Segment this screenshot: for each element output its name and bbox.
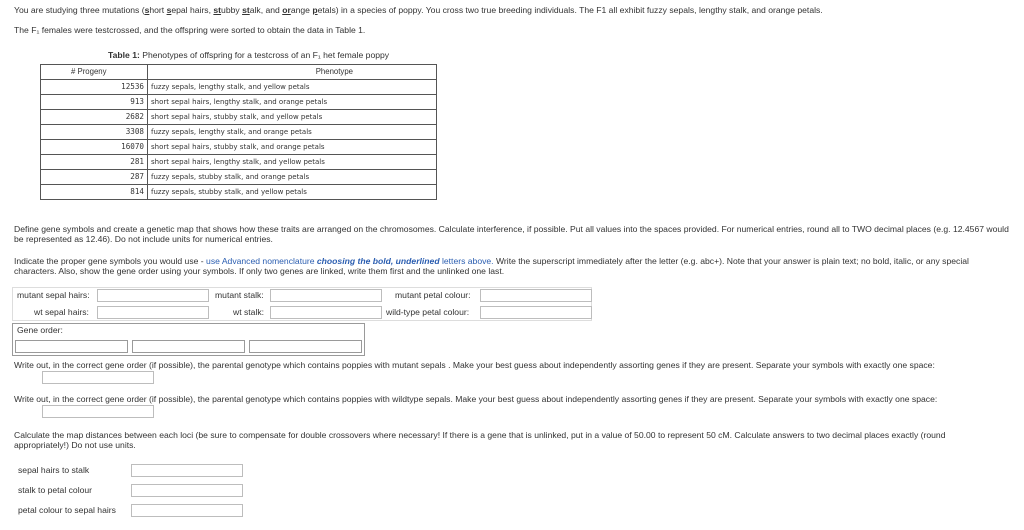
phenotype-cell: short sepal hairs, lengthy stalk, and yellow petals (148, 155, 437, 170)
sepal-stalk-label: sepal hairs to stalk (18, 465, 90, 475)
intro-line-1 (14, 5, 823, 16)
progeny-count: 3308 (41, 125, 148, 140)
petal-sepal-label: petal colour to sepal hairs (18, 505, 116, 515)
intro-text: You are studying three mutations ( (14, 5, 145, 15)
intro-text: epal hairs, (171, 5, 214, 15)
phenotype-cell: short sepal hairs, lengthy stalk, and orange petals (148, 95, 437, 110)
stalk-petal-label: stalk to petal colour (18, 485, 93, 495)
table-row (41, 170, 437, 185)
progeny-count: 913 (41, 95, 148, 110)
wt-petal-input[interactable] (480, 306, 592, 319)
intro-text: hort (149, 5, 167, 15)
phenotype-cell: short sepal hairs, stubby stalk, and yellow petals (148, 110, 437, 125)
progeny-header: # Progeny (41, 65, 148, 80)
table-header-row (41, 65, 437, 80)
intro-text: ange (290, 5, 313, 15)
instructions-text: Write the superscript immediately after the letter (e.g. abc+). Note that your answer is plain text; no bold, italic, or any special characters. Also, show the gene order using your symbols. If only two genes are linked, write them first and the unlinked one last. (14, 256, 969, 276)
nomenclature-link[interactable]: use Advanced nomenclature (206, 256, 317, 266)
stalk-petal-input[interactable] (131, 484, 243, 497)
table-caption (40, 50, 437, 64)
mutant-petal-label: mutant petal colour: (395, 290, 471, 300)
mutant-sepal-label: mutant sepal hairs: (17, 290, 90, 300)
table-row (41, 80, 437, 95)
petal-sepal-input[interactable] (131, 504, 243, 517)
intro-line-2: The F₁ females were testcrossed, and the offspring were sorted to obtain the data in Table 1. (14, 25, 366, 35)
table-caption-text: Phenotypes of offspring for a testcross of an F₁ het female poppy (139, 50, 390, 60)
intro-text: etals) in a species of poppy. You cross two true breeding individuals. The F1 all exhibit fuzzy sepals, lengthy stalk, and orange petals. (317, 5, 823, 15)
symbol-letter: or (282, 5, 291, 15)
wt-stalk-label: wt stalk: (233, 307, 265, 317)
progeny-count: 16070 (41, 140, 148, 155)
gene-order-input-2[interactable] (132, 340, 245, 353)
phenotype-cell: short sepal hairs, stubby stalk, and orange petals (148, 140, 437, 155)
symbol-letter: s (144, 5, 150, 15)
table-row (41, 185, 437, 200)
intro-text: alk, and (249, 5, 283, 15)
table-row (41, 95, 437, 110)
wildtype-genotype-input[interactable] (42, 405, 154, 418)
phenotype-cell: fuzzy sepals, stubby stalk, and yellow petals (148, 185, 437, 200)
progeny-count: 281 (41, 155, 148, 170)
mutant-stalk-input[interactable] (270, 289, 382, 302)
gene-order-input-3[interactable] (249, 340, 362, 353)
phenotype-table-wrap (40, 50, 437, 200)
symbol-letter: p (312, 5, 318, 15)
symbol-letter: s (166, 5, 172, 15)
table-row (41, 125, 437, 140)
table-row (41, 110, 437, 125)
progeny-count: 287 (41, 170, 148, 185)
sepal-stalk-input[interactable] (131, 464, 243, 477)
gene-order-input-1[interactable] (15, 340, 128, 353)
progeny-count: 2682 (41, 110, 148, 125)
phenotype-cell: fuzzy sepals, lengthy stalk, and yellow petals (148, 80, 437, 95)
nomenclature-emphasis: choosing the bold, underlined (316, 256, 440, 266)
phenotype-cell: fuzzy sepals, stubby stalk, and orange petals (148, 170, 437, 185)
mutant-petal-input[interactable] (480, 289, 592, 302)
phenotype-cell: fuzzy sepals, lengthy stalk, and orange petals (148, 125, 437, 140)
table-row (41, 140, 437, 155)
phenotype-table (40, 64, 437, 200)
symbol-letter: st (242, 5, 250, 15)
wildtype-genotype-question: Write out, in the correct gene order (if possible), the parental genotype which contains poppies with wildtype sepals. Make your best guess about independently assorting genes if they are present. Separate your symbols with exactly one space: (14, 394, 938, 404)
progeny-count: 814 (41, 185, 148, 200)
mutant-stalk-label: mutant stalk: (215, 290, 264, 300)
map-distance-question: Calculate the map distances between each loci (be sure to compensate for double crossovers where necessary! If there is a gene that is unlinked, put in a value of 50.00 to represent 50 cM. Calculate answers to two decimal places exactly (round appropriately!) Do not use units. (14, 430, 946, 450)
instructions-paragraph-1: Define gene symbols and create a genetic map that shows how these traits are arranged on the chromosomes. Calculate interference, if possible. Put all values into the spaces provided. For numerical entries, round all to TWO decimal places (e.g. 12.4567 would be represented as 12.46). Do not include units for numerical entries. (14, 224, 1009, 244)
instructions-paragraph-2 (14, 256, 1009, 276)
wt-petal-label: wild-type petal colour: (386, 307, 470, 317)
phenotype-header: Phenotype (148, 65, 437, 80)
mutant-genotype-question: Write out, in the correct gene order (if possible), the parental genotype which contains poppies with mutant sepals . Make your best guess about independently assorting genes if they are present. Separate your symbols with exactly one space: (14, 360, 935, 370)
table-row (41, 155, 437, 170)
wt-stalk-input[interactable] (270, 306, 382, 319)
instructions-text: Indicate the proper gene symbols you would use - (14, 256, 207, 266)
intro-text: ubby (221, 5, 243, 15)
instructions-link-tail: letters above. (439, 256, 494, 266)
mutant-sepal-input[interactable] (97, 289, 209, 302)
progeny-count: 12536 (41, 80, 148, 95)
wt-sepal-label: wt sepal hairs: (34, 307, 89, 317)
symbol-letter: st (213, 5, 222, 15)
mutant-genotype-input[interactable] (42, 371, 154, 384)
gene-order-label: Gene order: (17, 325, 63, 335)
table-caption-label: Table 1: (108, 50, 140, 60)
wt-sepal-input[interactable] (97, 306, 209, 319)
